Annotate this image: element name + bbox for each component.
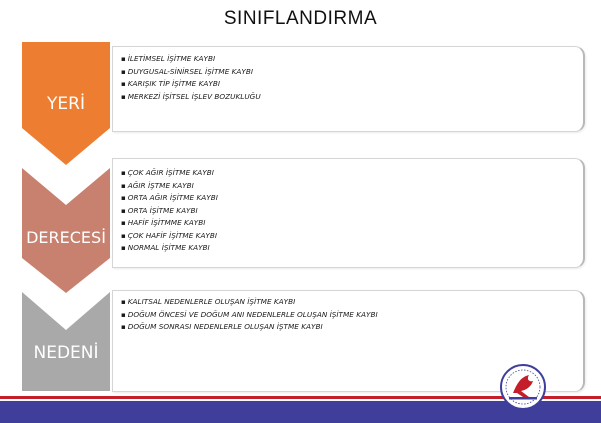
list-item: ▪ MERKEZİ İŞİTSEL İŞLEV BOZUKLUĞU (121, 91, 261, 104)
list-item: ▪ ORTA AĞIR İŞİTME KAYBI (121, 192, 218, 205)
section-box-yeri (112, 46, 585, 132)
list-item: ▪ DUYGUSAL-SİNİRSEL İŞİTME KAYBI (121, 66, 261, 79)
university-seal-icon (499, 363, 547, 411)
list-item: ▪ ÇOK HAFİF İŞİTME KAYBI (121, 230, 218, 243)
list-item: ▪ KARIŞIK TİP İŞİTME KAYBI (121, 78, 261, 91)
list-item: ▪ ÇOK AĞIR İŞİTME KAYBI (121, 167, 218, 180)
section-label-nedeni: NEDENİ (33, 343, 99, 363)
page-title: SINIFLANDIRMA (223, 8, 378, 29)
chevron-nedeni (22, 292, 110, 391)
list-item: ▪ AĞIR İŞTME KAYBI (121, 180, 218, 193)
section-box-derecesi (112, 158, 585, 268)
list-item: ▪ KALITSAL NEDENLERLE OLUŞAN İŞİTME KAYBI (121, 296, 378, 309)
section-label-yeri: YERİ (47, 94, 85, 114)
list-item: ▪ HAFİF İŞİTMME KAYBI (121, 217, 218, 230)
section-label-derecesi: DERECESİ (26, 228, 106, 247)
list-item: ▪ İLETİMSEL İŞİTME KAYBI (121, 53, 261, 66)
list-item: ▪ DOĞUM ÖNCESİ VE DOĞUM ANI NEDENLERLE OLUŞAN İŞİTME KAYBI (121, 309, 378, 322)
list-item: ▪ DOĞUM SONRASI NEDENLERLE OLUŞAN İŞTME KAYBI (121, 321, 378, 334)
list-item: ▪ ORTA İŞİTME KAYBI (121, 205, 218, 218)
list-item: ▪ NORMAL İŞİTME KAYBI (121, 242, 218, 255)
